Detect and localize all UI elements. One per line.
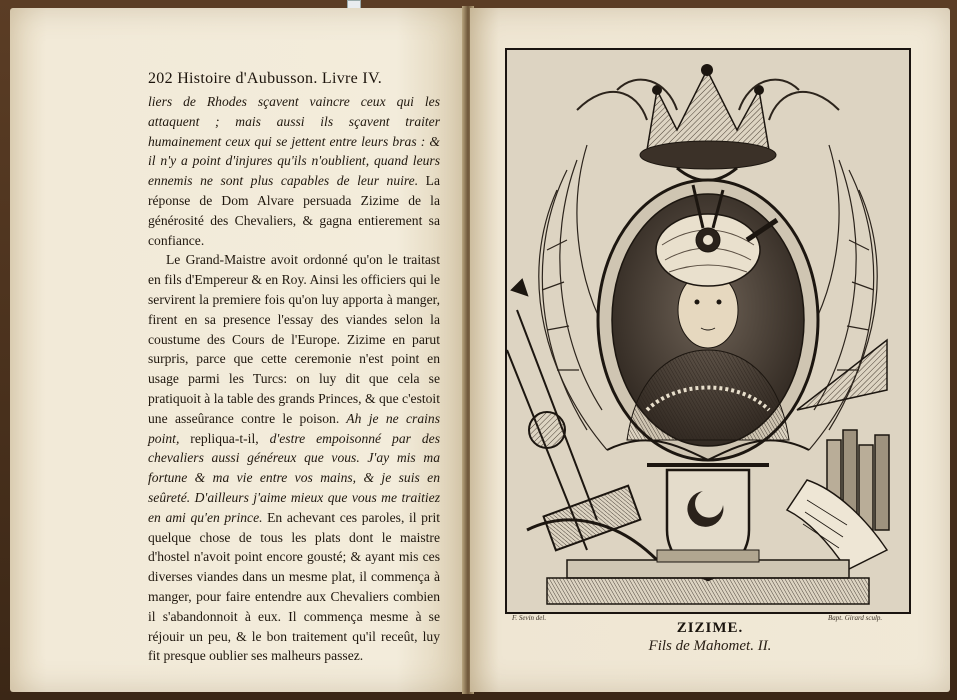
engraving-credit-draftsman: F. Sevin del. [512, 614, 547, 622]
engraving-illustration [507, 50, 909, 612]
paragraph-1-segment-2: La réponse de Dom Alvare persuada Zizime de la générosité des Chevaliers, & gagna entierement sa confiance. [148, 173, 440, 248]
paragraph-2-segment-2: Ah je ne crains point, [148, 410, 440, 446]
paragraph-1 [148, 92, 440, 250]
paragraph-2-segment-5: En achevant ces paroles, il prit quelque chose de tous les plats dont le maistre d'hostel n'avoit point encore gousté; & ayant mis ces diverses viandes dans un mesme plat, il commença à manger, pour faire entendre aux Chevaliers combien il s'abandonnoit à eux. Il commença mesme à se réjouir un peu, & le bon traitement qu'il receût, luy fit presque oublier ses malheurs passez. [148, 509, 441, 664]
engraved-plate [505, 48, 911, 614]
paragraph-2 [148, 250, 440, 666]
left-page-text [148, 92, 440, 666]
paragraph-1-segment-1: liers de Rhodes sçavent vaincre ceux qui les attaquent ; mais aussi ils sçavent traiter humainement ceux qui se jettent entre leurs bras : & il n'y a point d'injures qu'ils n'oublient, quand leurs ennemis ne sont plus capables de leur nuire. [148, 94, 440, 189]
plate-caption-subtitle: Fils de Mahomet. II. [648, 638, 772, 654]
paragraph-2-segment-4: d'estre empoisonné par des chevaliers aussi généreux que vous. J'ay mis ma fortune & ma vie entre vos mains, & je suis en seûreté. D'ailleurs j'aime mieux que vous me traitiez en ami qu'en prince. [148, 430, 440, 525]
paragraph-2-segment-1: Le Grand-Maistre avoit ordonné qu'on le traitast en fils d'Empereur & en Roy. Ainsi les officiers qui le servirent la premiere fois qu'on luy apporta à manger, firent en sa presence l'essay des viandes selon la coustume des Cours de l'Europe. Zizime en parut surpris, parce que cette ceremonie n'est point en usage parmi les Turcs: on luy dit que cela se pratiquoit à la table des grands Princes, & que c'estoit une asseûrance contre le poison. [148, 252, 440, 426]
plate-caption-title: ZIZIME. [676, 620, 744, 636]
paragraph-2-segment-3: repliqua-t-il, [179, 430, 259, 446]
running-head: 202 Histoire d'Aubusson. Livre IV. [148, 70, 383, 87]
engraving-credit-engraver: Bapt. Girard sculp. [828, 614, 883, 622]
